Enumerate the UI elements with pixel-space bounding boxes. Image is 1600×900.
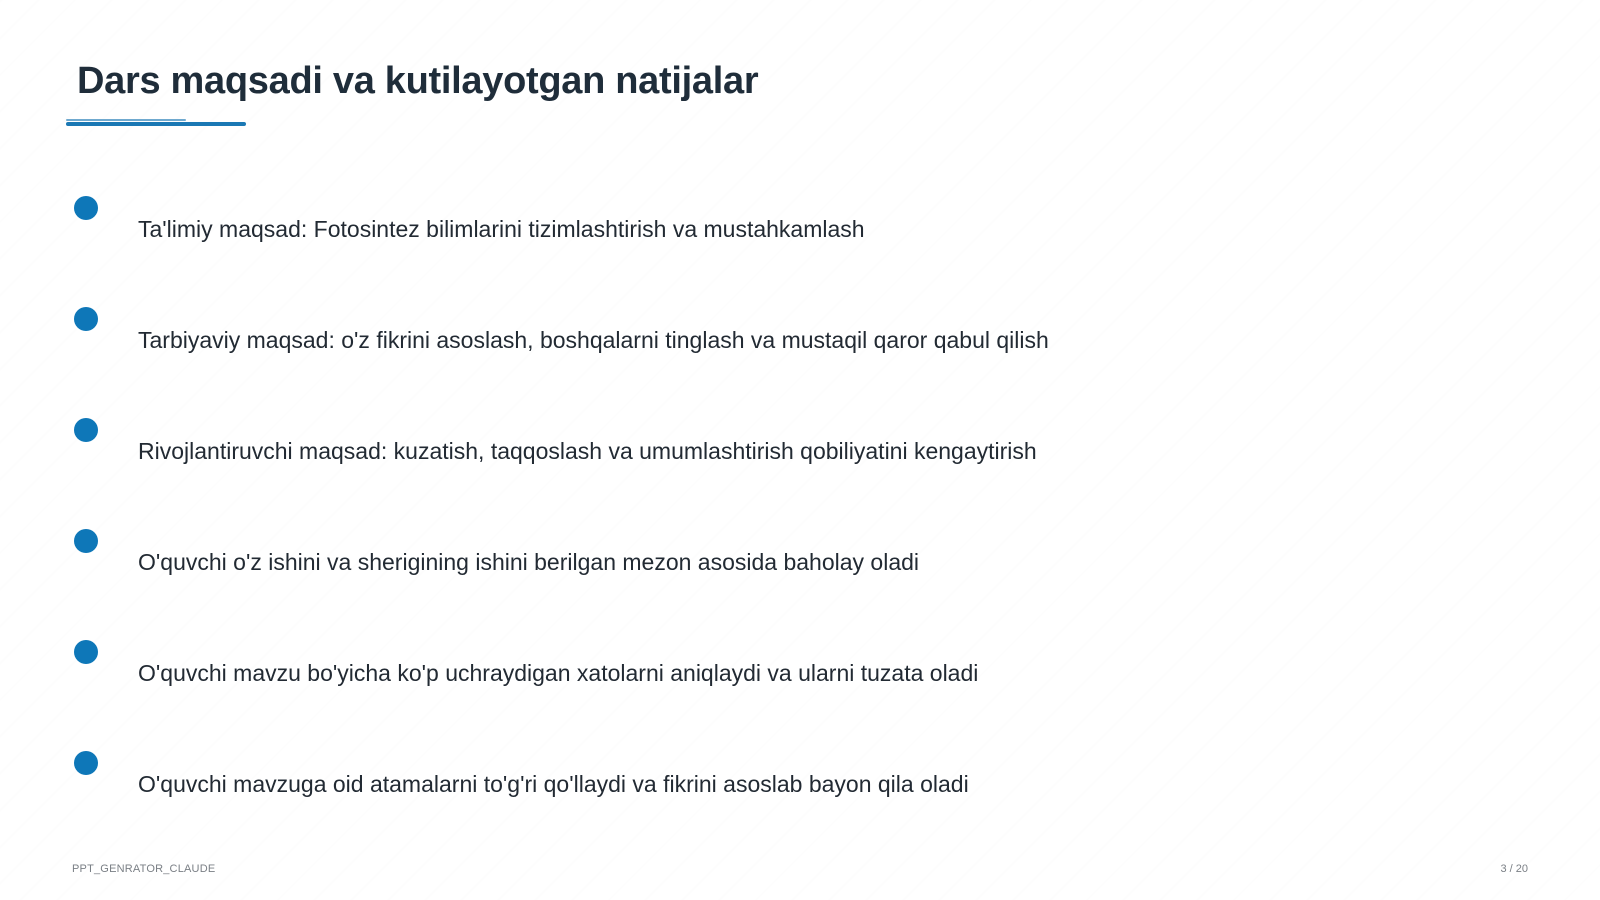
bullet-item — [0, 529, 1600, 609]
bullet-item — [0, 418, 1600, 498]
bullet-dot-icon — [74, 307, 98, 331]
bullet-dot-icon — [74, 640, 98, 664]
bullet-dot-icon — [74, 529, 98, 553]
bullet-item — [0, 307, 1600, 387]
slide-title: Dars maqsadi va kutilayotgan natijalar — [77, 60, 759, 102]
bullet-text: Rivojlantiruvchi maqsad: kuzatish, taqqoslash va umumlashtirish qobiliyatini kengaytirish — [138, 438, 1037, 464]
bullet-item — [0, 640, 1600, 720]
bullet-text: O'quvchi o'z ishini va sherigining ishini berilgan mezon asosida baholay oladi — [138, 549, 920, 575]
bullet-dot-icon — [74, 418, 98, 442]
bullet-text: Tarbiyaviy maqsad: o'z fikrini asoslash, boshqalarni tinglash va mustaqil qaror qabul qilish — [138, 327, 1049, 353]
bullet-text: O'quvchi mavzu bo'yicha ko'p uchraydigan xatolarni aniqlaydi va ularni tuzata oladi — [138, 660, 979, 686]
bullet-item — [0, 196, 1600, 276]
bullet-dot-icon — [74, 751, 98, 775]
bullet-text: Ta'limiy maqsad: Fotosintez bilimlarini tizimlashtirish va mustahkamlash — [138, 216, 865, 242]
bullet-dot-icon — [74, 196, 98, 220]
page-number: 3 / 20 — [1500, 863, 1528, 875]
footer-label: PPT_GENRATOR_CLAUDE — [72, 863, 216, 875]
bullet-text: O'quvchi mavzuga oid atamalarni to'g'ri qo'llaydi va fikrini asoslab bayon qila oladi — [138, 771, 969, 797]
bullet-item — [0, 751, 1600, 831]
